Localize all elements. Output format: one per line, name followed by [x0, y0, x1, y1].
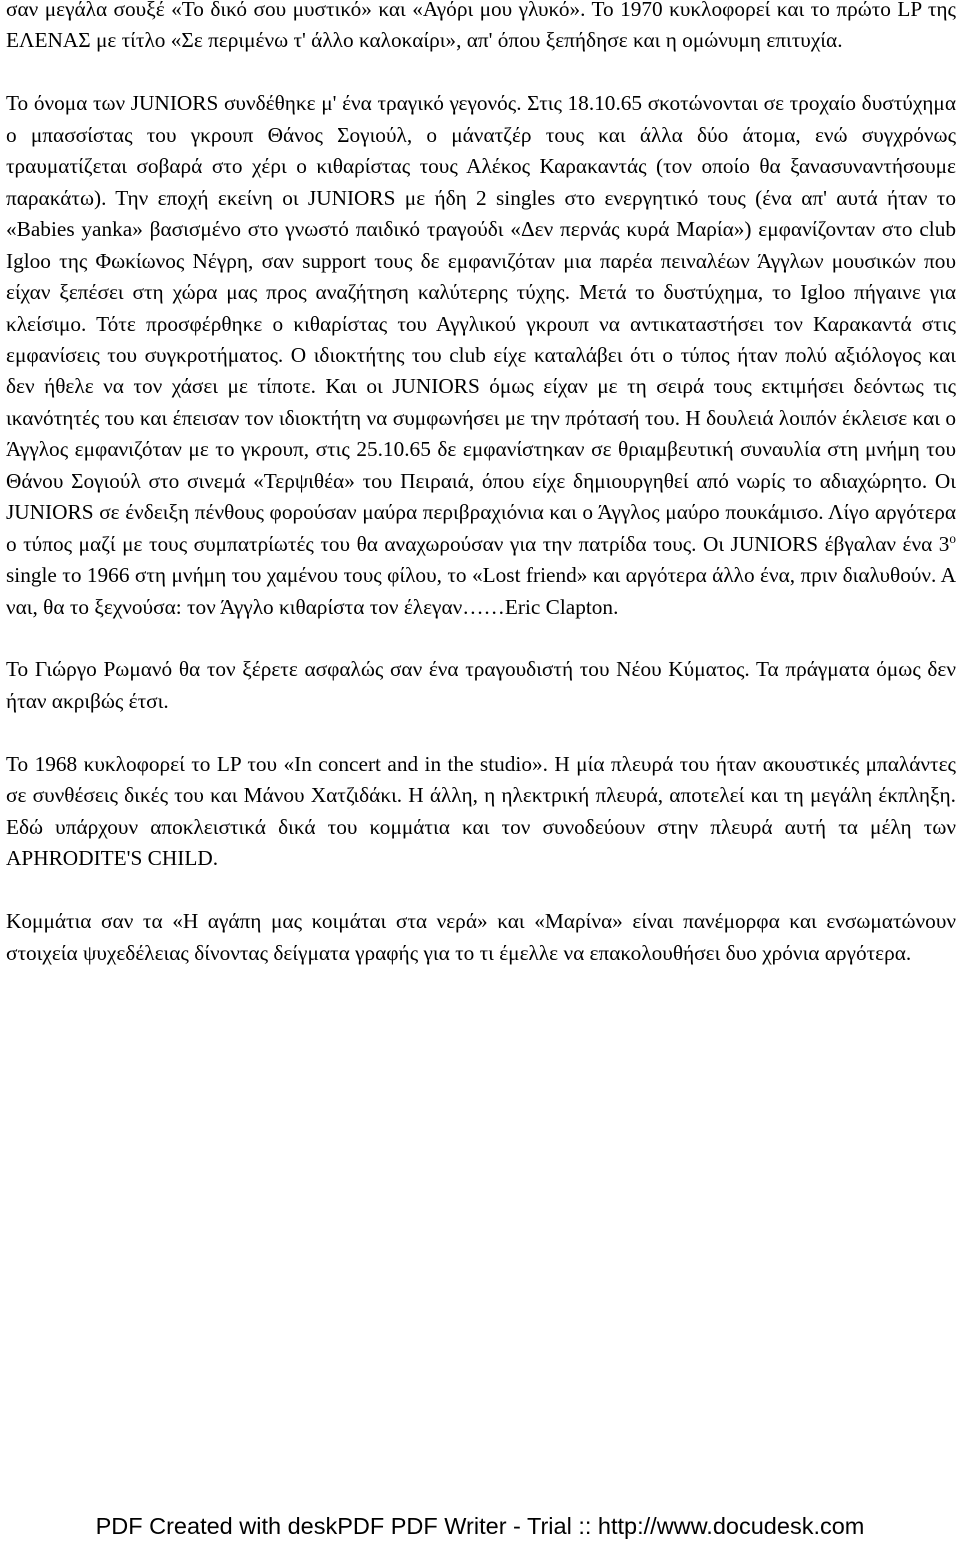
- pdf-watermark-footer: PDF Created with deskPDF PDF Writer - Trial :: http://www.docudesk.com: [95, 1513, 865, 1539]
- paragraph-romanos-intro: Το Γιώργο Ρωμανό θα τον ξέρετε ασφαλώς σαν ένα τραγουδιστή του Νέου Κύματος. Τα πράγματα όμως δεν ήταν ακριβώς έτσι.: [6, 657, 956, 713]
- paragraph-juniors-story: [6, 88, 956, 623]
- paragraph-romanos-lp: Το 1968 κυκλοφορεί το LP του «In concert and in the studio». Η μία πλευρά του ήταν ακουστικές μπαλάντες σε συνθέσεις δικές του και Μάνου Χατζιδάκι. Η άλλη, η ηλεκτρική πλευρά, αποτελεί και τη μεγάλη έκπληξη. Εδώ υπάρχουν αποκλειστικά δικά του κομμάτια και τον συνοδεύουν στην πλευρά αυτή τα μέλη των APHRODITE'S CHILD.: [6, 751, 956, 871]
- paragraph-juniors-text: Το όνομα των JUNIORS συνδέθηκε μ' ένα τραγικό γεγονός. Στις 18.10.65 σκοτώνονται σε τροχαίο δυστύχημα ο μπασσίστας του γκρουπ Θάνος Σογιούλ, ο μάνατζέρ τους και άλλα δύο άτομα, ενώ συγχρόνως τραυματίζεται σοβαρά στο χέρι ο κιθαρίστας τους Αλέκος Καρακαντάς (τον οποίο θα ξανασυναντήσουμε παρακάτω). Την εποχή εκείνη οι JUNIORS με ήδη 2 singles στο ενεργητικό τους (ένα απ' αυτά ήταν το «Babies yanka» βασισμένο στο γνωστό παιδικό τραγούδι «Δεν περνάς κυρά Μαρία») εμφανίζονταν στο club Igloo της Φωκίωνος Νέγρη, σαν support τους δε εμφανιζόταν μια παρέα πειναλέων Άγγλων μουσικών που είχαν ξεπέσει στη χώρα μας προς αναζήτηση καλύτερης τύχης. Μετά το δυστύχημα, το Igloo πήγαινε για κλείσιμο. Τότε προσφέρθηκε ο κιθαρίστας του Αγγλικού γκρουπ να αντικαταστήσει τον Καρακαντά στις εμφανίσεις του συγκροτήματος. Ο ιδιοκτήτης του club είχε καταλάβει ότι ο τύπος ήταν πολύ αξιόλογος και δεν ήθελε να τον χάσει με τίποτε. Και οι JUNIORS όμως είχαν με τη σειρά τους εκτιμήσει δεόντως τις ικανότητές του και έπεισαν τον ιδιοκτήτη να συμφωνήσει με την πρότασή του. Η δουλειά λοιπόν έκλεισε και ο Άγγλος εμφανιζόταν με το γκρουπ, στις 25.10.65 δε εμφανίστηκαν σε θριαμβευτική συναυλία στη μνήμη του Θάνου Σογιούλ στο σινεμά «Τερψιθέα» του Πειραιά, όπου είχε δημιουργηθεί από νωρίς το αδιαχώρητο. Οι JUNIORS σε ένδειξη πένθους φορούσαν μαύρα περιβραχιόνια και ο Άγγλος μαύρο πουκάμισο. Λίγο αργότερα ο τύπος μαζί με τους συμπατρίωτές του θα αναχωρούσαν για την πατρίδα τους. Οι JUNIORS έβγαλαν ένα 3: [6, 91, 956, 556]
- document-page: [6, 0, 956, 1000]
- paragraph-romanos-songs: Κομμάτια σαν τα «Η αγάπη μας κοιμάται στα νερά» και «Μαρίνα» είναι πανέμορφα και ενσωματώνουν στοιχεία ψυχεδέλειας δίνοντας δείγματα γραφής για το τι έμελλε να επακολουθήσει δυο χρόνια αργότερα.: [6, 909, 956, 965]
- ordinal-superscript: ο: [949, 530, 956, 546]
- paragraph-elena-lp: σαν μεγάλα σουξέ «Το δικό σου μυστικό» και «Αγόρι μου γλυκό». Το 1970 κυκλοφορεί και το πρώτο LP της ΕΛΕΝΑΣ με τίτλο «Σε περιμένω τ' άλλο καλοκαίρι», απ' όπου ξεπήδησε και η ομώνυμη επιτυχία.: [6, 0, 956, 53]
- paragraph-juniors-text-continued: single το 1966 στη μνήμη του χαμένου τους φίλου, το «Lost friend» και αργότερα άλλο ένα, πριν διαλυθούν. Α ναι, θα το ξεχνούσα: τον Άγγλο κιθαρίστα τον έλεγαν……Eric Clapton.: [6, 563, 956, 619]
